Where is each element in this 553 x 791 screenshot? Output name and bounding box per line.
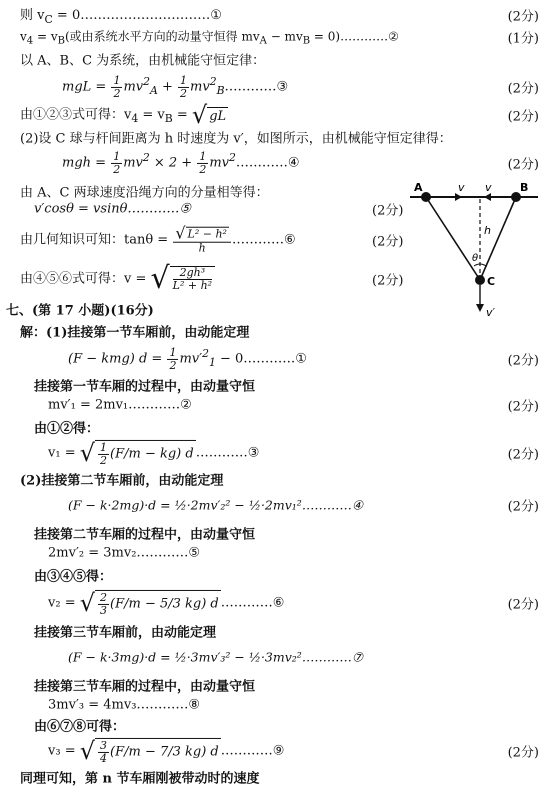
- fraction: [178, 75, 189, 99]
- radicand: [95, 738, 221, 764]
- label-a: A: [414, 182, 423, 194]
- text: v′cosθ = vsinθ…………⑤: [34, 201, 192, 217]
- numerator: 1: [100, 440, 108, 454]
- radicand: [170, 266, 215, 291]
- text: (F − kmg) d =: [68, 351, 167, 367]
- line-24: [0, 586, 553, 620]
- arrow-a-right: [455, 193, 462, 201]
- line-14: [0, 342, 553, 376]
- score: (2分): [507, 81, 539, 97]
- line-13: [0, 318, 553, 344]
- score: (2分): [507, 597, 539, 613]
- sup: 2: [229, 151, 236, 165]
- text: …………④: [235, 155, 300, 171]
- fraction: [197, 151, 208, 175]
- denominator: 2: [169, 358, 177, 372]
- text: 则 v: [20, 8, 45, 24]
- score: (2分): [507, 353, 539, 369]
- line-7: [0, 146, 553, 180]
- ball-c: [475, 275, 485, 285]
- sub: B: [164, 112, 173, 126]
- text: …………⑥: [220, 595, 285, 611]
- text: 由①②③式可得：v: [20, 107, 132, 123]
- score: (2分): [372, 234, 404, 250]
- text: (F/m − kg) d: [110, 446, 194, 462]
- text: =: [172, 107, 192, 123]
- text: 以 A、B、C 为系统，由机械能守恒定律：: [20, 53, 266, 69]
- fraction: [173, 223, 231, 255]
- text: (F − k·3mg)·d = ½·3mv′₃² − ½·3mv₂²…………⑦: [68, 649, 364, 665]
- section-heading: 七、(第 17 小题)(16分): [6, 303, 154, 319]
- label-h: h: [484, 224, 491, 237]
- sub: 1: [208, 356, 216, 370]
- line-23: [0, 562, 553, 588]
- denominator: 2: [199, 162, 207, 176]
- sqrt-symbol: √: [191, 101, 208, 129]
- sup: 2: [143, 75, 151, 89]
- fraction: [98, 740, 109, 764]
- text: +: [157, 79, 178, 95]
- text: 3mv′₃ = 4mv₃…………⑧: [48, 697, 201, 713]
- text: 同理可知，第 n 节车厢刚被带动时的速度: [20, 771, 260, 787]
- text: 解：(1)挂接第一节车厢前，由动能定理: [20, 325, 250, 341]
- numerator: 1: [199, 149, 207, 163]
- line-19: [0, 466, 553, 492]
- text: − mv: [266, 29, 303, 44]
- text: 由③④⑤得：: [34, 569, 113, 585]
- line-25: [0, 618, 553, 644]
- fraction: [98, 442, 109, 466]
- sub: B: [57, 35, 65, 47]
- fraction: [111, 151, 122, 175]
- denominator: 2: [113, 162, 121, 176]
- text: 挂接第三节车厢的过程中，由动量守恒: [34, 679, 256, 695]
- text: − 0…………①: [215, 351, 307, 367]
- score: (2分): [507, 745, 539, 761]
- text: …………③: [195, 445, 260, 461]
- text: mv′₁ = 2mv₁…………②: [48, 397, 192, 413]
- line-30: [0, 734, 553, 768]
- numerator: [173, 223, 231, 243]
- sup: 2: [142, 151, 150, 165]
- score: (2分): [372, 273, 404, 289]
- text: …………⑥: [231, 232, 296, 248]
- text: (2)设 C 球与杆间距离为 h 时速度为 v′，如图所示，由机械能守恒定律得：: [20, 131, 452, 147]
- sqrt-symbol: √: [79, 737, 96, 765]
- score: (2分): [372, 203, 404, 219]
- sup: 2: [202, 347, 209, 361]
- sqrt-symbol: √: [79, 589, 96, 617]
- text: 挂接第三节车厢前，由动能定理: [34, 625, 217, 641]
- text: v: [20, 29, 27, 44]
- text: 挂接第一节车厢的过程中，由动量守恒: [34, 379, 256, 395]
- numerator: 1: [113, 73, 121, 87]
- label-v-left: v: [458, 182, 465, 194]
- text: 由 A、C 两球速度沿绳方向的分量相等得：: [20, 185, 269, 201]
- text: = v: [138, 107, 165, 123]
- text: 挂接第二节车厢的过程中，由动量守恒: [34, 527, 256, 543]
- text: mv: [190, 79, 210, 95]
- text: 由④⑤⑥式可得：v =: [20, 271, 151, 287]
- denominator: 2: [113, 86, 121, 100]
- sub: 4: [26, 35, 34, 47]
- fraction: [167, 347, 178, 371]
- text: v₂ =: [48, 595, 80, 611]
- rope-bc: [480, 197, 516, 280]
- text: = 0…………………………①: [52, 8, 222, 24]
- sub: 4: [131, 112, 139, 126]
- text: 由①②得：: [34, 421, 100, 437]
- line-18: [0, 436, 553, 470]
- denominator: 2: [180, 86, 188, 100]
- text: × 2 +: [149, 155, 197, 171]
- text: v₁ =: [48, 445, 80, 461]
- text: 由⑥⑦⑧可得：: [34, 719, 126, 735]
- denominator: 4: [100, 751, 108, 765]
- text: (F/m − 7/3 kg) d: [110, 744, 219, 760]
- text: (F − k·2mg)·d = ½·2mv′₂² − ½·2mv₁²…………④: [68, 497, 364, 513]
- numerator: 2: [100, 590, 108, 604]
- label-theta: θ: [472, 253, 479, 264]
- denominator: L² + h²: [172, 279, 213, 292]
- radicand: L² − h²: [187, 227, 227, 241]
- score: (2分): [507, 109, 539, 125]
- sub: B: [302, 35, 311, 47]
- denominator: 3: [100, 603, 108, 617]
- fraction: [173, 267, 212, 291]
- score: (2分): [507, 157, 539, 173]
- score: (2分): [507, 399, 539, 415]
- text: mv: [209, 155, 230, 171]
- score: (2分): [507, 9, 539, 25]
- numerator: 1: [113, 149, 121, 163]
- line-31: [0, 764, 553, 790]
- radicand: [95, 590, 221, 616]
- radicand: [95, 440, 196, 466]
- denominator: h: [198, 241, 206, 255]
- numerator: 2gh³: [173, 267, 212, 280]
- score: (2分): [507, 499, 539, 515]
- line-20: [0, 490, 553, 520]
- arrow-b-left: [484, 193, 491, 201]
- label-v-right: v: [485, 182, 492, 194]
- line-3: [0, 46, 553, 72]
- sub: A: [150, 84, 158, 98]
- text: mgh =: [62, 155, 111, 171]
- score: (1分): [507, 31, 539, 47]
- sqrt-symbol: √: [175, 223, 186, 243]
- text: mv: [123, 155, 143, 171]
- numerator: 1: [180, 73, 188, 87]
- text: (F/m − 5/3 kg) d: [110, 596, 219, 612]
- line-26: [0, 642, 553, 672]
- sub: C: [44, 12, 53, 26]
- line-4: [0, 70, 553, 104]
- text: = v: [33, 29, 58, 44]
- denominator: 2: [100, 453, 108, 467]
- text: mv′: [179, 351, 203, 367]
- score: (2分): [507, 447, 539, 463]
- text: …………⑨: [220, 743, 285, 759]
- numerator: 3: [100, 738, 108, 752]
- text: mgL =: [62, 79, 111, 95]
- text: mv: [123, 79, 144, 95]
- label-b: B: [520, 182, 529, 194]
- fraction: [111, 75, 122, 99]
- sqrt-symbol: √: [150, 261, 170, 296]
- text: 由几何知识可知：tanθ =: [20, 232, 173, 248]
- sub: A: [259, 35, 267, 47]
- sqrt-symbol: √: [79, 439, 96, 467]
- text: (或由系统水平方向的动量守恒得 mv: [64, 29, 260, 44]
- text: (2)挂接第二节车厢前，由动能定理: [20, 473, 224, 489]
- sub: B: [216, 84, 225, 98]
- text: = 0)…………②: [310, 29, 399, 44]
- rope-ac: [426, 197, 480, 280]
- label-c: C: [487, 275, 496, 288]
- fraction: [98, 592, 109, 616]
- radicand: gL: [209, 108, 227, 124]
- sup: 2: [209, 75, 217, 89]
- text: 2mv′₂ = 3mv₂…………⑤: [48, 545, 201, 561]
- numerator: 1: [169, 345, 177, 359]
- text: …………③: [224, 79, 289, 95]
- label-v-prime: v′: [486, 306, 496, 319]
- text: v₃ =: [48, 743, 80, 759]
